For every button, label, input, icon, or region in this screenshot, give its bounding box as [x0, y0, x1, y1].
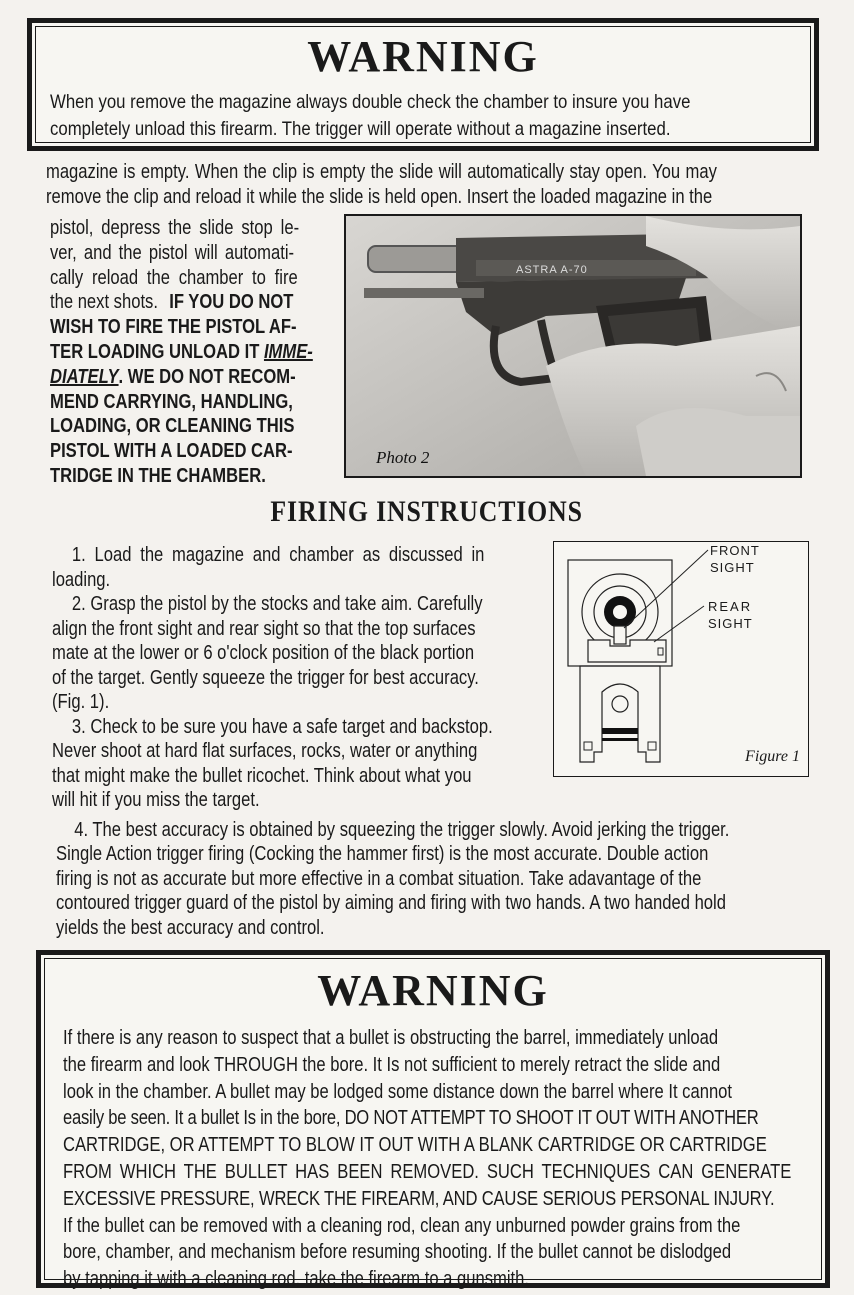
step-line: of the target. Gently squeeze the trigger for best accuracy.: [52, 666, 479, 689]
step-line: align the front sight and rear sight so that the top surfaces: [52, 617, 476, 640]
step-line: (Fig. 1).: [52, 691, 110, 713]
step4-line: yields the best accuracy and control.: [56, 916, 325, 939]
bottom-warning-line: If the bullet can be removed with a cleaning rod, clean any unburned powder grains from the: [63, 1214, 741, 1237]
bottom-warning-line: by tapping it with a cleaning rod, take the firearm to a gunsmith.: [63, 1268, 529, 1291]
top-warning-line: completely unload this firearm. The trigger will operate without a magazine inserted.: [50, 118, 671, 140]
step-line: 3. Check to be sure you have a safe target and backstop.: [71, 715, 493, 738]
intro-paragraph: [46, 160, 717, 209]
step-line: mate at the lower or 6 o'clock position of the black portion: [52, 642, 475, 664]
figure-1-caption: Figure 1: [745, 748, 800, 765]
bold-warning-text: TER LOADING UNLOAD IT: [50, 340, 264, 363]
bold-warning-line: [50, 390, 313, 415]
step-line: Never shoot at hard flat surfaces, rocks, water or anything: [52, 740, 478, 762]
step4-line: firing is not as accurate but more effective in a combat situation. Take adavantage of the: [56, 867, 702, 890]
intro-line: remove the clip and reload it while the slide is held open. Insert the loaded magazine in the: [46, 185, 713, 208]
bold-warning-text: TRIDGE IN THE CHAMBER.: [50, 464, 266, 487]
bottom-warning-line: FROM WHICH THE BULLET HAS BEEN REMOVED. SUCH TECHNIQUES CAN GENERATE: [63, 1160, 792, 1183]
top-warning-box: [27, 18, 819, 151]
step-line: will hit if you miss the target.: [52, 789, 260, 811]
bold-underlined-text: IMME-: [263, 340, 313, 363]
step-line: loading.: [52, 568, 111, 591]
bold-warning-text: PISTOL WITH A LOADED CAR-: [50, 440, 293, 463]
step-line: 2. Grasp the pistol by the stocks and take aim. Carefully: [71, 593, 483, 615]
intro-column-line: ver, and the pistol will automati-: [50, 241, 295, 264]
bold-warning-line: [50, 365, 313, 390]
bottom-warning-line: the firearm and look THROUGH the bore. It Is not sufficient to merely retract the slide and: [63, 1053, 721, 1076]
bottom-warning-text: [63, 1025, 810, 1293]
rear-sight-label-2: SIGHT: [708, 616, 753, 631]
photo-caption: Photo 2: [376, 448, 430, 467]
slide-marking: ASTRA A-70: [516, 264, 588, 276]
bottom-warning-title: WARNING: [317, 966, 549, 1015]
bottom-warning-line: CARTRIDGE, OR ATTEMPT TO BLOW IT OUT WITH A BLANK CARTRIDGE OR CARTRIDGE: [63, 1134, 767, 1157]
step-line: that might make the bullet ricochet. Think about what you: [52, 764, 472, 787]
bold-warning-line: [50, 315, 313, 340]
front-sight-label: FRONT SIGHT: [710, 543, 760, 575]
intro-column-text: the next shots.: [50, 291, 158, 314]
bottom-warning-line: easily be seen. It a bullet Is in the bore, DO NOT ATTEMPT TO SHOOT IT OUT WITH ANOTHER: [63, 1107, 759, 1130]
bottom-warning-box: [36, 950, 830, 1291]
bold-warning-text: WISH TO FIRE THE PISTOL AF-: [50, 316, 297, 339]
top-warning-line: When you remove the magazine always double check the chamber to insure you have: [50, 91, 691, 113]
bold-warning-line: [50, 464, 313, 489]
rear-sight-label-1: REAR: [708, 599, 753, 614]
photo-pistol-reload: [344, 214, 802, 478]
bottom-warning-line: EXCESSIVE PRESSURE, WRECK THE FIREARM, AND CAUSE SERIOUS PERSONAL INJURY.: [63, 1187, 775, 1210]
intro-column-line: cally reload the chamber to fire: [50, 266, 298, 289]
firing-instructions-title: [0, 495, 854, 529]
firing-steps-column: [52, 543, 493, 813]
bold-warning-line: [50, 414, 313, 439]
top-warning-text: [50, 89, 807, 143]
bold-warning-line: [50, 439, 313, 464]
bottom-warning-line: look in the chamber. A bullet may be lodged some distance down the barrel where It cannot: [63, 1080, 733, 1103]
bold-warning-text: LOADING, OR CLEANING THIS: [50, 415, 295, 438]
sight-diagram: [554, 542, 807, 775]
step4-line: 4. The best accuracy is obtained by squeezing the trigger slowly. Avoid jerking the trigger.: [74, 819, 730, 841]
top-warning-title: WARNING: [307, 32, 539, 81]
intro-column-line: [50, 290, 313, 315]
bottom-warning-line: bore, chamber, and mechanism before resuming shooting. If the bullet cannot be dislodged: [63, 1241, 732, 1264]
intro-column-line: pistol, depress the slide stop le-: [50, 217, 300, 239]
bold-warning-line: [50, 340, 313, 365]
pistol-photo-illustration: [346, 216, 800, 476]
bold-underlined-text: DIATELY: [50, 365, 119, 388]
bold-warning-text: MEND CARRYING, HANDLING,: [50, 390, 293, 413]
step-line: 1. Load the magazine and chamber as discussed in: [71, 544, 485, 566]
firing-instructions-title-text: FIRING INSTRUCTIONS: [270, 495, 584, 528]
step4-line: Single Action trigger firing (Cocking the hammer first) is the most accurate. Double action: [56, 843, 709, 866]
firing-step-4: [56, 818, 729, 940]
intro-column: [50, 216, 313, 489]
bottom-warning-line: If there is any reason to suspect that a bullet is obstructing the barrel, immediately unload: [63, 1027, 719, 1049]
bold-warning-start: IF YOU DO NOT: [169, 291, 294, 314]
figure-1-sight-alignment: [553, 541, 809, 777]
bold-warning-text: . WE DO NOT RECOM-: [118, 365, 296, 388]
intro-line: magazine is empty. When the clip is empty the slide will automatically stay open. You may: [46, 161, 717, 183]
step4-line: contoured trigger guard of the pistol by aiming and firing with two hands. A two handed hold: [56, 892, 726, 915]
